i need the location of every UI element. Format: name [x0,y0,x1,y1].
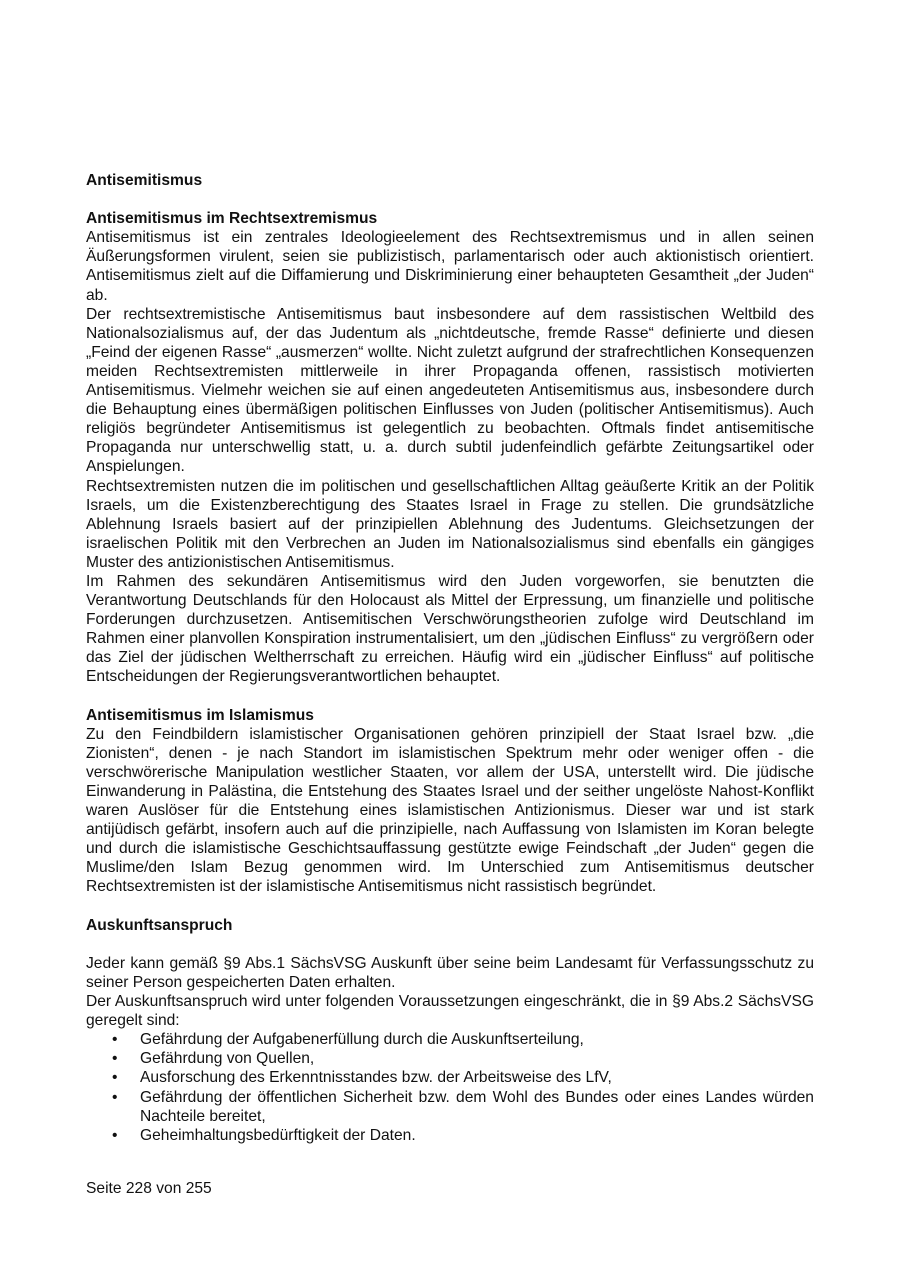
paragraph: Der rechtsextremistische Antisemitismus baut insbesondere auf dem rassistischen Weltbild des Nationalsozialismus auf, der das Judentum als „nichtdeutsche, fremde Rasse“ definierte und diesen „Feind der eigenen Rasse“ „ausmerzen“ wollte. Nicht zuletzt aufgrund der strafrechtlichen Konsequenzen meiden Rechtsextremisten mittlerweile in ihrer Propaganda offenen, rassistisch motivierten Antisemitismus. Vielmehr weichen sie auf einen angedeuteten Antisemitismus aus, insbesondere durch die Behauptung eines übermäßigen politischen Einflusses von Juden (politischer Antisemitismus). Auch religiös begründeter Antisemitismus ist gelegentlich zu beobachten. Oftmals findet antisemitische Propaganda nur unterschwellig statt, u. a. durch subtil judenfeindlich gefärbte Zeitungsartikel oder Anspielungen. [86,305,814,476]
document-page [86,171,814,1145]
paragraph: Jeder kann gemäß §9 Abs.1 SächsVSG Auskunft über seine beim Landesamt für Verfassungsschutz zu seiner Person gespeicherten Daten erhalten. [86,954,814,991]
list-item: • Geheimhaltungsbedürftigkeit der Daten. [112,1126,416,1144]
bullet-icon: • [112,1069,118,1087]
paragraph: Antisemitismus ist ein zentrales Ideologieelement des Rechtsextremismus und in allen seinen Äußerungsformen virulent, seien sie publizistisch, parlamentarisch oder auch aktionistisch orientiert. Antisemitismus zielt auf die Diffamierung und Diskriminierung einer behaupteten Gesamtheit „der Juden“ ab. [86,229,814,304]
restriction-list [86,1030,814,1145]
paragraph: Zu den Feindbildern islamistischer Organisationen gehören prinzipiell der Staat Israel bzw. „die Zionisten“, denen - je nach Standort im islamistischen Spektrum mehr oder weniger offen - die verschwörerische Manipulation westlicher Staaten, vor allem der USA, unterstellt wird. Die jüdische Einwanderung in Palästina, die Entstehung des Staates Israel und der seither ungelöste Nahost-Konflikt waren Auslöser für die Entstehung eines islamistischen Antizionismus. Dieser war und ist stark antijüdisch gefärbt, insofern auch auf die prinzipielle, nach Auffassung von Islamisten im Koran belegte und durch die islamistische Geschichtsauffassung gestützte ewige Feindschaft „der Juden“ gegen die Muslime/den Islam Bezug genommen wird. Im Unterschied zum Antisemitismus deutscher Rechtsextremisten ist der islamistische Antisemitismus nicht rassistisch begründet. [86,725,814,896]
paragraph: Im Rahmen des sekundären Antisemitismus wird den Juden vorgeworfen, sie benutzten die Verantwortung Deutschlands für den Holocaust als Mittel der Erpressung, um finanzielle und politische Forderungen durchzusetzen. Antisemitischen Verschwörungstheorien zufolge wird Deutschland im Rahmen einer planvollen Konspiration instrumentalisiert, um den „jüdischen Einfluss“ zu vergrößern oder das Ziel der jüdischen Weltherrschaft zu erreichen. Häufig wird ein „jüdischer Einfluss“ auf politische Entscheidungen der Regierungsverantwortlichen behauptet. [86,572,814,686]
page-number: Seite 228 von 255 [86,1180,212,1197]
bullet-icon: • [112,1126,118,1144]
list-item: • Gefährdung von Quellen, [112,1050,315,1068]
section-heading-rechtsextremismus: Antisemitismus im Rechtsextremismus [86,210,378,228]
bullet-icon: • [112,1088,118,1106]
list-item: • Ausforschung des Erkenntnisstandes bzw. der Arbeitsweise des LfV, [112,1069,612,1087]
section-heading-auskunftsanspruch: Auskunftsanspruch [86,916,233,934]
paragraph: Der Auskunftsanspruch wird unter folgenden Voraussetzungen eingeschränkt, die in §9 Abs.2 SächsVSG geregelt sind: [86,993,814,1030]
list-item: • Gefährdung der öffentlichen Sicherheit bzw. dem Wohl des Bundes oder eines Landes würden Nachteile bereitet, [112,1088,814,1125]
section-heading-islamismus: Antisemitismus im Islamismus [86,706,314,724]
bullet-icon: • [112,1050,118,1068]
list-item: • Gefährdung der Aufgabenerfüllung durch die Auskunftserteilung, [112,1031,584,1049]
paragraph: Rechtsextremisten nutzen die im politischen und gesellschaftlichen Alltag geäußerte Kritik an der Politik Israels, um die Existenzberechtigung des Staates Israel in Frage zu stellen. Die grundsätzliche Ablehnung Israels basiert auf der prinzipiellen Ablehnung des Judentums. Gleichsetzungen der israelischen Politik mit den Verbrechen an Juden im Nationalsozialismus sind ebenfalls ein gängiges Muster des antizionistischen Antisemitismus. [86,477,814,571]
page-title: Antisemitismus [86,172,203,189]
bullet-icon: • [112,1031,118,1049]
